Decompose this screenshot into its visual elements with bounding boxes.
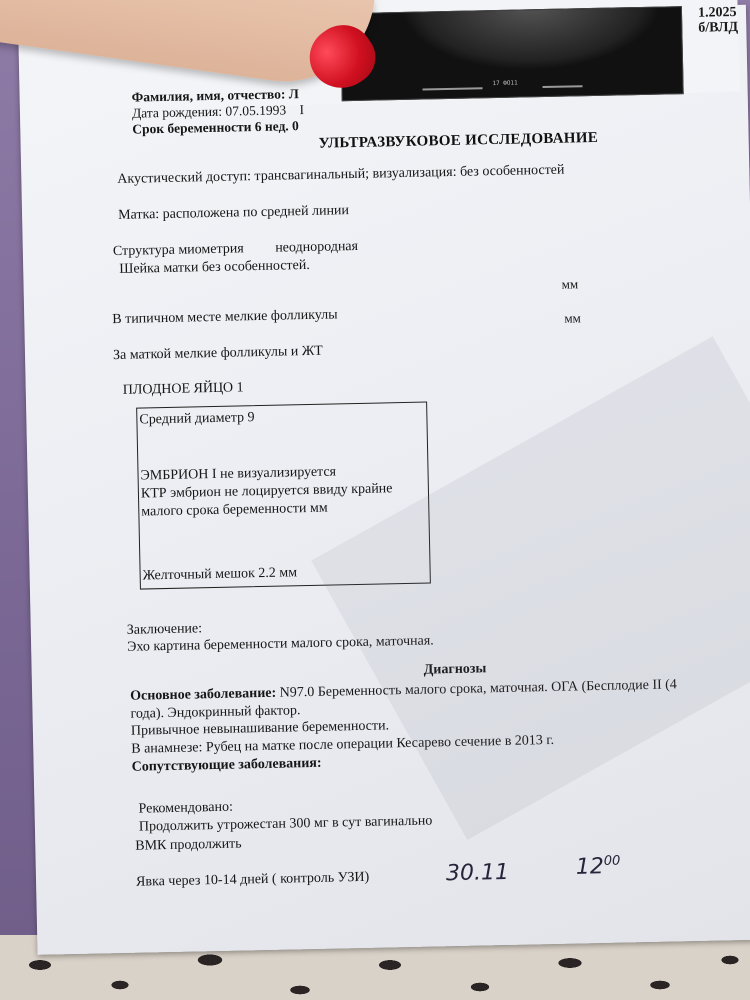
mm-unit-2: мм [564,310,581,326]
main-disease-label: Основное заболевание: [130,685,277,704]
term-value: 6 нед. 0 [254,118,299,135]
fio-label: Фамилия, имя, отчество: [131,86,286,105]
main-disease-line-4: В анамнезе: Рубец на матке после операции Кесарево сечение в 2013 г. [131,732,555,757]
typical-place-follicles: В типичном месте мелкие фолликулы [112,307,338,328]
fio-value: Л [288,86,299,102]
myometrium-row [113,239,358,260]
gestational-sac-box [136,402,431,590]
comorbid-label: Сопутствующие заболевания: [131,755,322,775]
conclusion-label: Заключение: [126,621,203,638]
ultrasound-image [340,6,684,101]
crl-line-2: малого срока беременности мм [141,500,328,520]
main-disease-line-3: Привычное невынашивание беременности. [130,718,390,739]
main-disease-line-1 [130,677,677,704]
main-disease-line-2: года). Эндокринный фактор. [130,703,301,722]
dob-label: Дата рождения: [131,103,223,121]
recommended-label: Рекомендовано: [138,799,234,817]
ultrasound-caption: 17 ФО11 [492,79,518,88]
crl-line-1: КТР эмбрион не лоцируется ввиду крайне [140,481,393,502]
myometrium-value: неоднородная [275,238,359,256]
handwritten-time-minutes: 00 [603,853,621,869]
follow-up-visit: Явка через 10-14 дней ( контроль УЗИ) [135,869,370,890]
dob-trail: І [299,102,305,118]
gest-sac-heading: ПЛОДНОЕ ЯЙЦО 1 [122,380,244,398]
corner-code [698,5,738,36]
diagnoses-heading: Диагнозы [423,661,487,678]
recommendation-2: ВМК продолжить [135,836,242,854]
scale-bar [423,87,483,90]
ultrasound-report-sheet [18,5,750,955]
handwritten-time-hours: 12 [575,854,605,880]
patient-header [131,86,304,138]
conclusion-text: Эхо картина беременности малого срока, маточная. [127,633,434,655]
scale-bar [542,85,582,88]
mm-unit-1: мм [561,276,579,292]
embryo-status: ЭМБРИОН I не визуализируется [140,464,337,484]
term-label: Срок беременности [132,119,252,137]
acoustic-access: Акустический доступ: трансвагинальный; визуализация: без особенностей [117,162,565,187]
dob-value: 07.05.1993 [225,102,287,119]
yolk-sac: Желточный мешок 2.2 мм [142,565,298,584]
handwritten-time [576,854,621,880]
behind-uterus-follicles: За маткой мелкие фолликулы и ЖТ [112,343,323,364]
myometrium-label: Структура миометрия [112,241,244,260]
term-row [132,118,304,138]
mean-diameter: Средний диаметр 9 [139,410,255,428]
recommendation-1: Продолжить утрожестан 300 мг в сут вагинально [138,813,433,835]
cervix: Шейка матки без особенностей. [119,257,310,277]
report-title: УЛЬТРАЗВУКОВОЕ ИССЛЕДОВАНИЕ [318,129,599,152]
corner-code-line-2: б/ВЛД [698,19,739,36]
uterus-position: Матка: расположена по средней линии [117,203,350,223]
main-disease-text-1: N97.0 Беременность малого срока, маточная. ОГА (Бесплодие II (4 [279,677,678,701]
ultrasound-sector [399,6,662,73]
handwritten-date: 30.11 [445,859,510,887]
corner-code-line-1: 1.2025 [697,4,737,21]
